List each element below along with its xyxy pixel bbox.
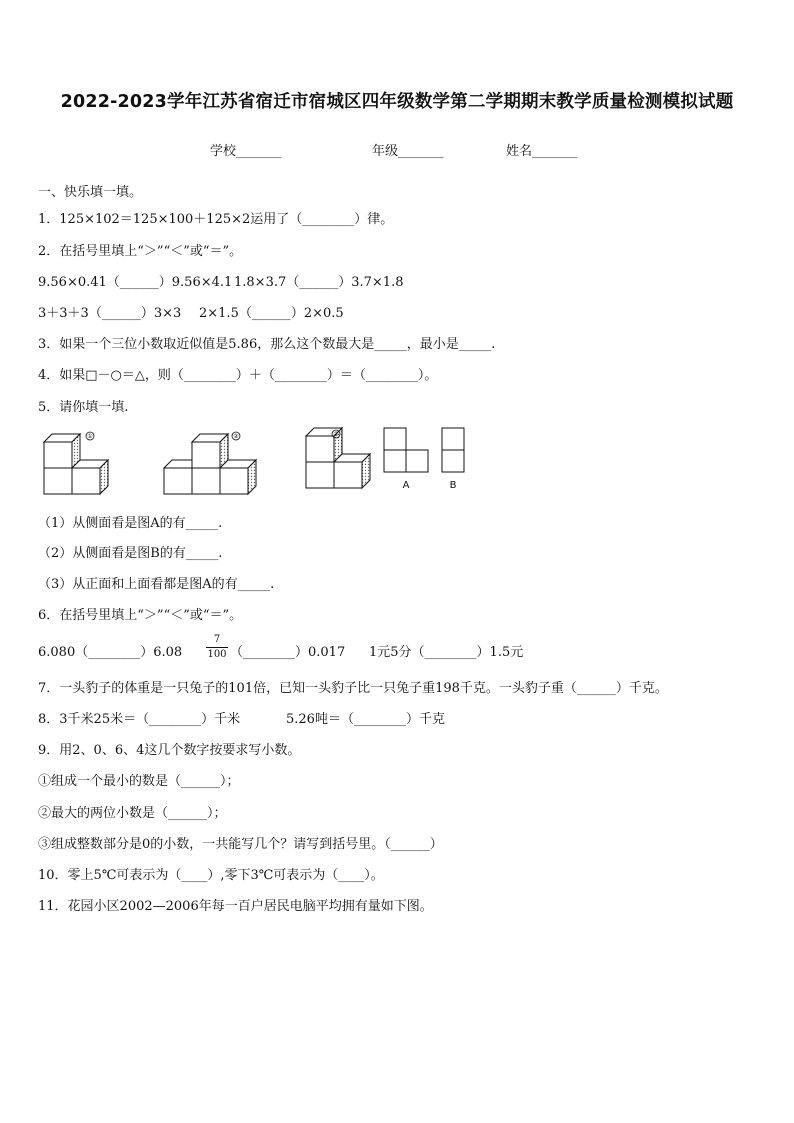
question-5-3: （3）从正面和上面看都是图A的有_____. [38, 577, 275, 592]
question-9-1: ①组成一个最小的数是（______）； [38, 774, 240, 789]
question-5-1: （1）从侧面看是图A的有_____. [38, 516, 223, 531]
view-b-figure [442, 428, 464, 472]
fig-label-3: ③ [333, 431, 339, 438]
view-a-figure [384, 428, 428, 472]
cube-figure-2 [164, 434, 256, 494]
school-field: 学校_______ [210, 144, 282, 159]
question-5: 5．请你填一填. [38, 400, 129, 415]
name-field: 姓名_______ [506, 144, 578, 159]
question-2a: 9.56×0.41（______）9.56×4.1 [38, 275, 233, 290]
page-title: 2022-2023学年江苏省宿迁市宿城区四年级数学第二学期期末教学质量检测模拟试题 [60, 92, 734, 112]
question-2c: 3＋3＋3（______）3×3 [38, 306, 182, 321]
question-11: 11．花园小区2002—2006年每一百户居民电脑平均拥有量如下图。 [38, 899, 433, 914]
question-6a: 6.080（________）6.08 [38, 645, 183, 660]
view-b-label: B [449, 480, 457, 491]
question-10: 10．零上5℃可表示为（____）,零下3℃可表示为（____）。 [38, 868, 384, 883]
question-7: 7．一头豹子的体重是一只兔子的101倍，已知一头豹子比一只兔子重198千克。一头豹子重（______）千克。 [38, 681, 668, 696]
question-5-2: （2）从侧面看是图B的有_____. [38, 546, 223, 561]
question-9: 9．用2、0、6、4这几个数字按要求写小数。 [38, 743, 301, 758]
question-6c: 1元5分（________）1.5元 [369, 645, 524, 660]
question-2b: 1.8×3.7（______）3.7×1.8 [234, 275, 404, 290]
question-6: 6．在括号里填上“＞”“＜”或“＝”。 [38, 608, 243, 623]
fraction [206, 634, 228, 661]
cube-figures [40, 424, 480, 496]
fraction-denominator: 100 [207, 649, 227, 660]
question-8a: 8．3千米25米＝（________）千米 [38, 712, 241, 727]
grade-field: 年级_______ [372, 144, 444, 159]
question-2d: 2×1.5（______）2×0.5 [199, 306, 344, 321]
question-6b: （________）0.017 [230, 645, 346, 660]
question-9-3: ③组成整数部分是0的小数，一共能写几个？请写到括号里。（______） [38, 837, 443, 852]
view-a-label: A [402, 480, 410, 491]
question-4: 4．如果□－○＝△，则（________）＋（________）＝（________）。 [38, 368, 438, 383]
fraction-numerator: 7 [206, 634, 228, 648]
question-9-2: ②最大的两位小数是（______）； [38, 806, 227, 821]
question-3: 3．如果一个三位小数取近似值是5.86，那么这个数最大是_____，最小是_____. [38, 337, 496, 352]
fig-label-2: ② [233, 433, 239, 440]
question-1: 1．125×102＝125×100＋125×2运用了（________）律。 [38, 212, 394, 227]
cube-figure-1 [44, 434, 108, 494]
question-8b: 5.26吨＝（________）千克 [286, 712, 445, 727]
section-heading: 一、快乐填一填。 [38, 185, 143, 200]
question-2: 2．在括号里填上“＞”“＜”或“＝”。 [38, 244, 243, 259]
fig-label-1: ① [87, 433, 93, 440]
